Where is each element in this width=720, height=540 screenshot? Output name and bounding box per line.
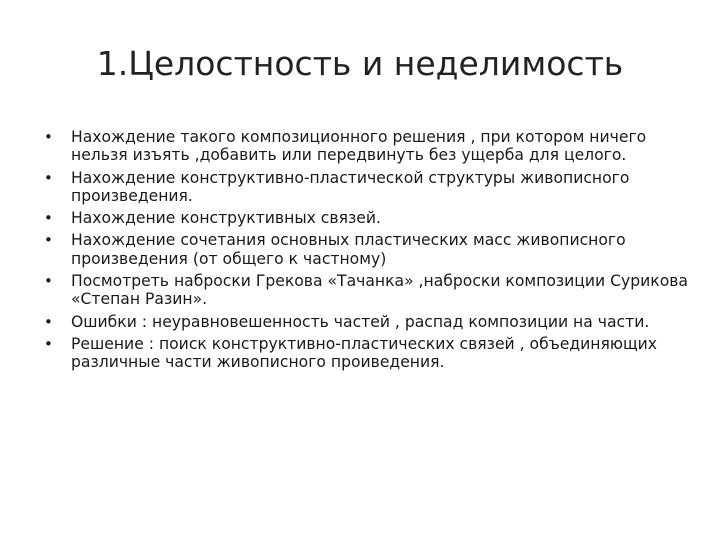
bullet-item [44, 209, 694, 227]
bullet-text: Нахождение конструктивно-пластической структуры живописного произведения. [71, 168, 630, 205]
bullet-item [44, 169, 694, 206]
bullet-text: Нахождение такого композиционного решения , при котором ничего нельзя изъять ,добавить или передвинуть без ущерба для целого. [71, 128, 647, 165]
bullet-list [44, 128, 694, 376]
bullet-dot-icon: • [44, 312, 53, 331]
bullet-item [44, 231, 694, 268]
bullet-dot-icon: • [44, 272, 53, 291]
bullet-text: Нахождение сочетания основных пластических масс живописного произведения (от общего к частному) [71, 231, 626, 268]
slide-title: 1.Целостность и неделимость [96, 44, 624, 83]
bullet-item [44, 128, 694, 165]
bullet-text: Посмотреть наброски Грекова «Тачанка» ,наброски композиции Сурикова «Степан Разин». [71, 272, 688, 309]
bullet-text: Ошибки : неуравновешенность частей , распад композиции на части. [71, 312, 650, 331]
bullet-dot-icon: • [44, 209, 53, 228]
bullet-item [44, 313, 694, 331]
bullet-dot-icon: • [44, 231, 53, 250]
bullet-dot-icon: • [44, 168, 53, 187]
bullet-text: Нахождение конструктивных связей. [71, 209, 381, 228]
bullet-item [44, 335, 694, 372]
bullet-text: Решение : поиск конструктивно-пластических связей , объединяющих различные части живописного проиведения. [71, 334, 657, 372]
bullet-dot-icon: • [44, 334, 53, 353]
bullet-item [44, 272, 694, 309]
bullet-dot-icon: • [44, 128, 53, 146]
